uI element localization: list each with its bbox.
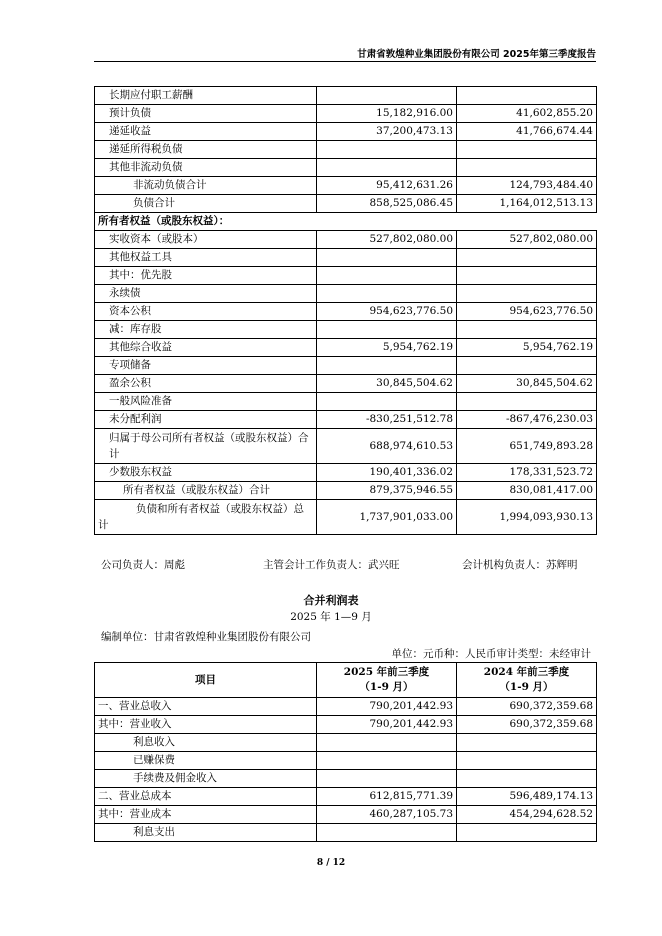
- row-label: 利息收入: [95, 734, 317, 752]
- table-row: [95, 195, 597, 213]
- table-row: [95, 141, 597, 159]
- current-value: [317, 770, 457, 788]
- current-value: [317, 752, 457, 770]
- table-row: [95, 752, 597, 770]
- row-label: 专项储备: [95, 357, 317, 375]
- current-value: [317, 393, 457, 411]
- row-label: 长期应付职工薪酬: [95, 87, 317, 105]
- row-label: 未分配利润: [95, 411, 317, 429]
- prior-value: 41,602,855.20: [457, 105, 597, 123]
- current-value: [317, 321, 457, 339]
- current-value: [317, 285, 457, 303]
- prior-value: [457, 321, 597, 339]
- prior-value: 1,164,012,513.13: [457, 195, 597, 213]
- current-value: [317, 734, 457, 752]
- table-row: [95, 788, 597, 806]
- row-label: 减：库存股: [95, 321, 317, 339]
- row-label: 利息支出: [95, 824, 317, 842]
- row-label: 手续费及佣金收入: [95, 770, 317, 788]
- prior-value: [457, 357, 597, 375]
- prior-value: [457, 285, 597, 303]
- row-label: 递延收益: [95, 123, 317, 141]
- header-divider: [94, 61, 596, 62]
- current-value: 37,200,473.13: [317, 123, 457, 141]
- current-value: 15,182,916.00: [317, 105, 457, 123]
- table-row: [95, 500, 597, 535]
- row-label: 其他权益工具: [95, 249, 317, 267]
- column-header-current-line1: 2025 年前三季度: [343, 666, 430, 678]
- current-value: -830,251,512.78: [317, 411, 457, 429]
- row-label: 所有者权益（或股东权益）合计: [95, 482, 317, 500]
- row-label: 已赚保费: [95, 752, 317, 770]
- current-value: [317, 249, 457, 267]
- table-row: [95, 177, 597, 195]
- prior-value: [457, 267, 597, 285]
- current-value: [317, 267, 457, 285]
- table-row: [95, 482, 597, 500]
- row-label: 负债和所有者权益（或股东权益）总计: [95, 500, 317, 535]
- column-header-prior: [457, 663, 597, 698]
- prior-value: 30,845,504.62: [457, 375, 597, 393]
- table-row: [95, 213, 597, 231]
- prior-value: 1,994,093,930.13: [457, 500, 597, 535]
- prior-value: [457, 141, 597, 159]
- current-value: [317, 87, 457, 105]
- current-value: [317, 824, 457, 842]
- table-row: [95, 411, 597, 429]
- prior-value: 527,802,080.00: [457, 231, 597, 249]
- page-header-title: 甘肃省敦煌种业集团股份有限公司 2025年第三季度报告: [357, 49, 596, 60]
- row-label: 其他非流动负债: [95, 159, 317, 177]
- income-statement-table: [94, 662, 597, 842]
- current-value: 460,287,105.73: [317, 806, 457, 824]
- table-row: [95, 806, 597, 824]
- accounting-dept-head-signature: 会计机构负责人：苏辉明: [462, 559, 578, 571]
- row-label: 非流动负债合计: [95, 177, 317, 195]
- row-label: 一、营业总收入: [95, 698, 317, 716]
- accounting-head-signature: 主管会计工作负责人：武兴旺: [263, 559, 400, 571]
- current-value: 954,623,776.50: [317, 303, 457, 321]
- prior-value: 651,749,893.28: [457, 429, 597, 464]
- current-value: 527,802,080.00: [317, 231, 457, 249]
- table-row: [95, 357, 597, 375]
- page-number: 8 / 12: [316, 858, 346, 868]
- table-row: [95, 231, 597, 249]
- column-header-current-line2: （1-9 月）: [359, 681, 414, 693]
- current-value: 612,815,771.39: [317, 788, 457, 806]
- current-value: 858,525,086.45: [317, 195, 457, 213]
- current-value: 688,974,610.53: [317, 429, 457, 464]
- prior-value: 830,081,417.00: [457, 482, 597, 500]
- table-row: [95, 105, 597, 123]
- prior-value: 596,489,174.13: [457, 788, 597, 806]
- prior-value: [457, 87, 597, 105]
- row-label: 盈余公积: [95, 375, 317, 393]
- row-label: 其他综合收益: [95, 339, 317, 357]
- column-header-prior-line1: 2024 年前三季度: [483, 666, 570, 678]
- column-header-item: 项目: [95, 663, 317, 698]
- table-row: [95, 393, 597, 411]
- current-value: 879,375,946.55: [317, 482, 457, 500]
- income-statement-period: 2025 年 1—9 月: [290, 611, 372, 623]
- table-row: [95, 716, 597, 734]
- row-label: 预计负债: [95, 105, 317, 123]
- prior-value: [457, 824, 597, 842]
- column-header-current: [317, 663, 457, 698]
- balance-sheet-table: [94, 86, 597, 535]
- column-header-prior-line2: （1-9 月）: [499, 681, 554, 693]
- current-value: 190,401,336.02: [317, 464, 457, 482]
- row-label: 递延所得税负债: [95, 141, 317, 159]
- prepared-by: 编制单位：甘肃省敦煌种业集团股份有限公司: [101, 631, 311, 643]
- table-row: [95, 267, 597, 285]
- current-value: 1,737,901,033.00: [317, 500, 457, 535]
- current-value: 790,201,442.93: [317, 716, 457, 734]
- table-row: [95, 321, 597, 339]
- table-row: [95, 159, 597, 177]
- section-heading-equity: 所有者权益（或股东权益）：: [95, 213, 597, 231]
- table-row: [95, 770, 597, 788]
- table-row: [95, 87, 597, 105]
- current-value: 95,412,631.26: [317, 177, 457, 195]
- table-row: [95, 464, 597, 482]
- row-label: 其中：营业成本: [95, 806, 317, 824]
- table-row: [95, 249, 597, 267]
- row-label: 实收资本（或股本）: [95, 231, 317, 249]
- prior-value: [457, 159, 597, 177]
- current-value: 30,845,504.62: [317, 375, 457, 393]
- row-label: 资本公积: [95, 303, 317, 321]
- table-header-row: [95, 663, 597, 698]
- table-row: [95, 123, 597, 141]
- table-row: [95, 303, 597, 321]
- table-row: [95, 375, 597, 393]
- table-row: [95, 734, 597, 752]
- current-value: 790,201,442.93: [317, 698, 457, 716]
- prior-value: -867,476,230.03: [457, 411, 597, 429]
- row-label: 二、营业总成本: [95, 788, 317, 806]
- current-value: [317, 159, 457, 177]
- row-label: 其中：优先股: [95, 267, 317, 285]
- table-row: [95, 698, 597, 716]
- row-label: 一般风险准备: [95, 393, 317, 411]
- current-value: 5,954,762.19: [317, 339, 457, 357]
- prior-value: [457, 249, 597, 267]
- current-value: [317, 357, 457, 375]
- prior-value: 41,766,674.44: [457, 123, 597, 141]
- row-label: 永续债: [95, 285, 317, 303]
- table-row: [95, 824, 597, 842]
- row-label: 少数股东权益: [95, 464, 317, 482]
- prior-value: 454,294,628.52: [457, 806, 597, 824]
- table-row: [95, 429, 597, 464]
- row-label: 负债合计: [95, 195, 317, 213]
- prior-value: 690,372,359.68: [457, 698, 597, 716]
- prior-value: 954,623,776.50: [457, 303, 597, 321]
- prior-value: [457, 393, 597, 411]
- table-row: [95, 339, 597, 357]
- prior-value: 690,372,359.68: [457, 716, 597, 734]
- row-label: 归属于母公司所有者权益（或股东权益）合计: [95, 429, 317, 464]
- row-label: 其中：营业收入: [95, 716, 317, 734]
- prior-value: 178,331,523.72: [457, 464, 597, 482]
- current-value: [317, 141, 457, 159]
- prior-value: [457, 770, 597, 788]
- prior-value: 5,954,762.19: [457, 339, 597, 357]
- table-row: [95, 285, 597, 303]
- prior-value: 124,793,484.40: [457, 177, 597, 195]
- currency-audit-line: 单位：元币种：人民币审计类型：未经审计: [391, 648, 591, 660]
- company-head-signature: 公司负责人：周彪: [101, 559, 185, 571]
- prior-value: [457, 734, 597, 752]
- prior-value: [457, 752, 597, 770]
- income-statement-title: 合并利润表: [303, 594, 359, 607]
